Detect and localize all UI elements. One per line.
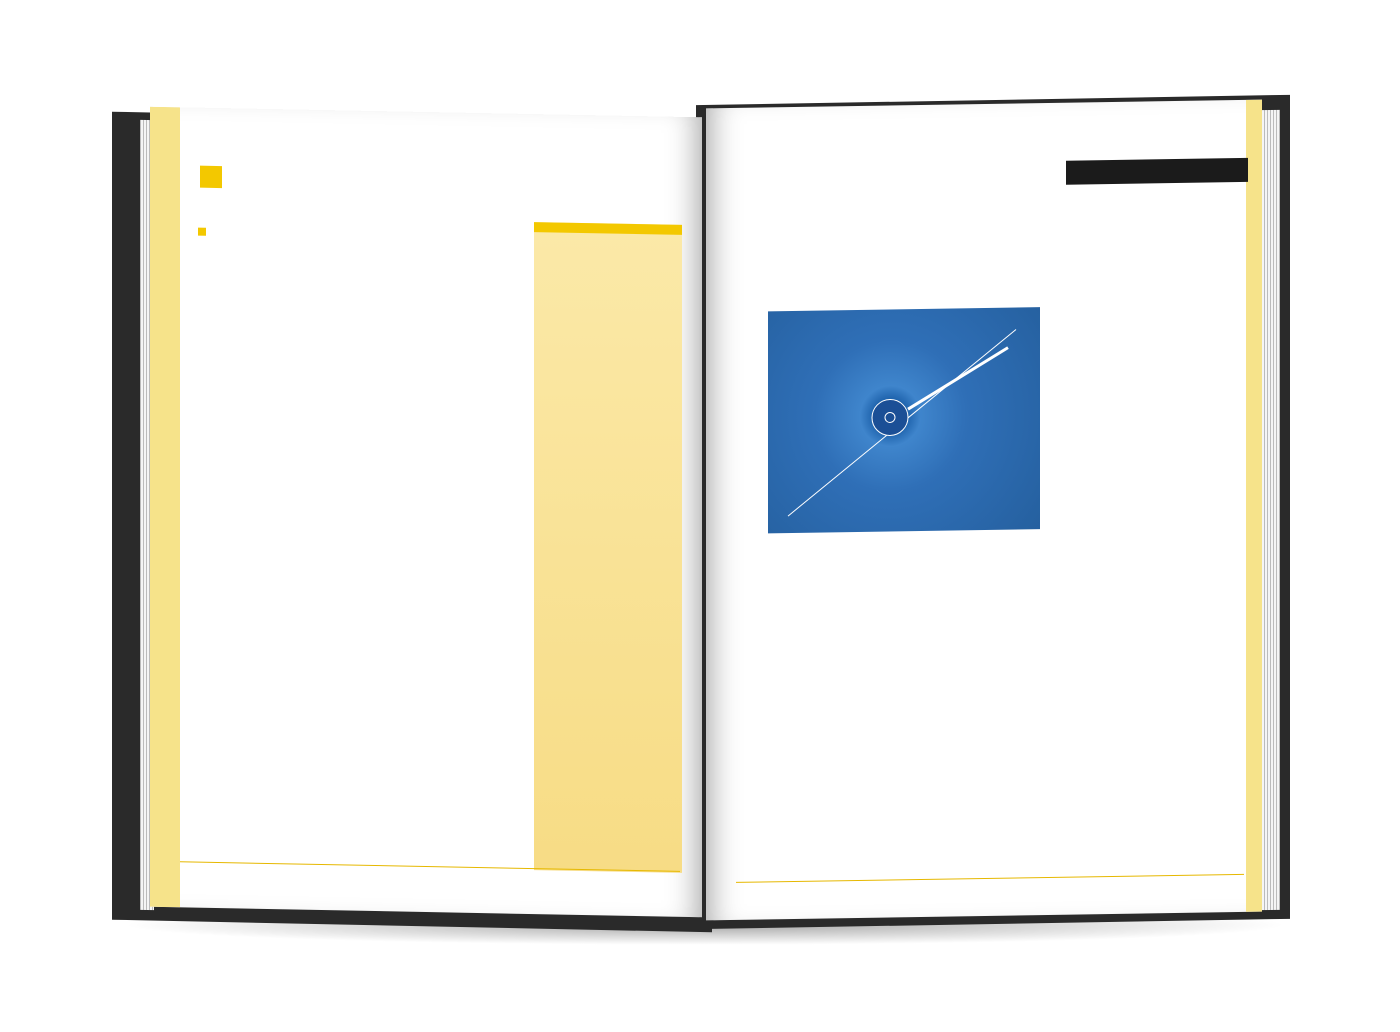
- sidebar-body: [534, 232, 682, 243]
- sidebar-nuits-noires: [534, 222, 682, 873]
- highlights-heading: [198, 226, 528, 247]
- right-intro-text: [746, 153, 1036, 158]
- lasco-image: [768, 307, 1040, 533]
- highlights-box: [198, 226, 528, 247]
- ephemeris-entries-left: [194, 376, 524, 382]
- right-page: [706, 100, 1262, 921]
- intro-paragraph: [746, 153, 1036, 158]
- left-page-margin-band: [150, 107, 180, 908]
- lasco-overlay: [768, 307, 1040, 533]
- occulter-support: [908, 348, 1008, 410]
- nuits-noires-chart: [1066, 158, 1256, 873]
- column-headers: [194, 364, 205, 375]
- ephemeris-entries-right: [734, 561, 1044, 566]
- chart-svg: [1066, 182, 1256, 885]
- chart-title: [1066, 158, 1248, 185]
- title-square-icon: [200, 166, 222, 188]
- occulter-disc: [872, 399, 908, 436]
- left-page: [150, 107, 702, 918]
